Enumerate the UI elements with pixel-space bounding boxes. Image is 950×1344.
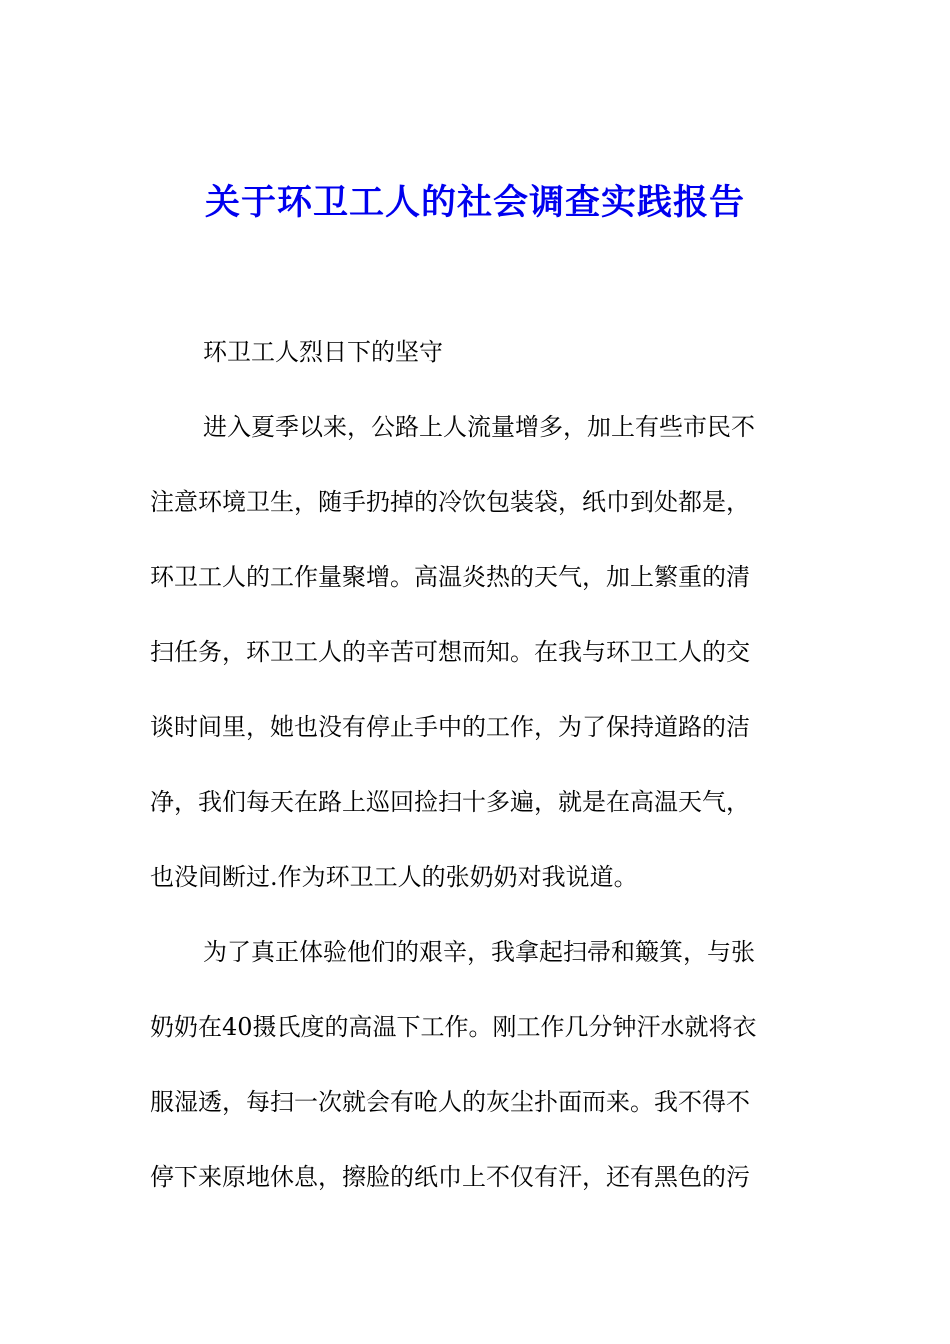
line-gap (150, 450, 800, 480)
paragraph-line: 注意环境卫生，随手扔掉的冷饮包装袋，纸巾到处都是， (150, 488, 750, 516)
paragraph-line: 为了真正体验他们的艰辛，我拿起扫帚和簸箕，与张 (203, 938, 755, 966)
document-body (150, 330, 800, 1200)
paragraph-line: 净，我们每天在路上巡回捡扫十多遍，就是在高温天气， (150, 788, 750, 816)
line-gap (150, 1050, 800, 1080)
paragraph-line: 奶奶在40摄氏度的高温下工作。刚工作几分钟汗水就将衣 (150, 1013, 757, 1041)
paragraph-line: 环卫工人的工作量聚增。高温炎热的天气，加上繁重的清 (150, 563, 750, 591)
line-gap (150, 525, 800, 555)
section-heading: 环卫工人烈日下的坚守 (203, 338, 443, 366)
line-gap (150, 825, 800, 855)
paragraph-line: 也没间断过.作为环卫工人的张奶奶对我说道。 (150, 863, 638, 891)
paragraph-line: 服湿透，每扫一次就会有呛人的灰尘扑面而来。我不得不 (150, 1088, 750, 1116)
line-gap (150, 750, 800, 780)
line-gap (150, 675, 800, 705)
line-gap (150, 600, 800, 630)
line-gap (150, 975, 800, 1005)
paragraph-gap (150, 375, 800, 405)
paragraph-line: 谈时间里，她也没有停止手中的工作，为了保持道路的洁 (150, 713, 750, 741)
paragraph-gap (150, 900, 800, 930)
document-title: 关于环卫工人的社会调查实践报告 (204, 182, 745, 223)
paragraph-line: 进入夏季以来，公路上人流量增多，加上有些市民不 (203, 413, 755, 441)
line-gap (150, 1125, 800, 1155)
paragraph-line: 停下来原地休息，擦脸的纸巾上不仅有汗，还有黑色的污 (150, 1163, 750, 1191)
paragraph-line: 扫任务，环卫工人的辛苦可想而知。在我与环卫工人的交 (150, 638, 750, 666)
